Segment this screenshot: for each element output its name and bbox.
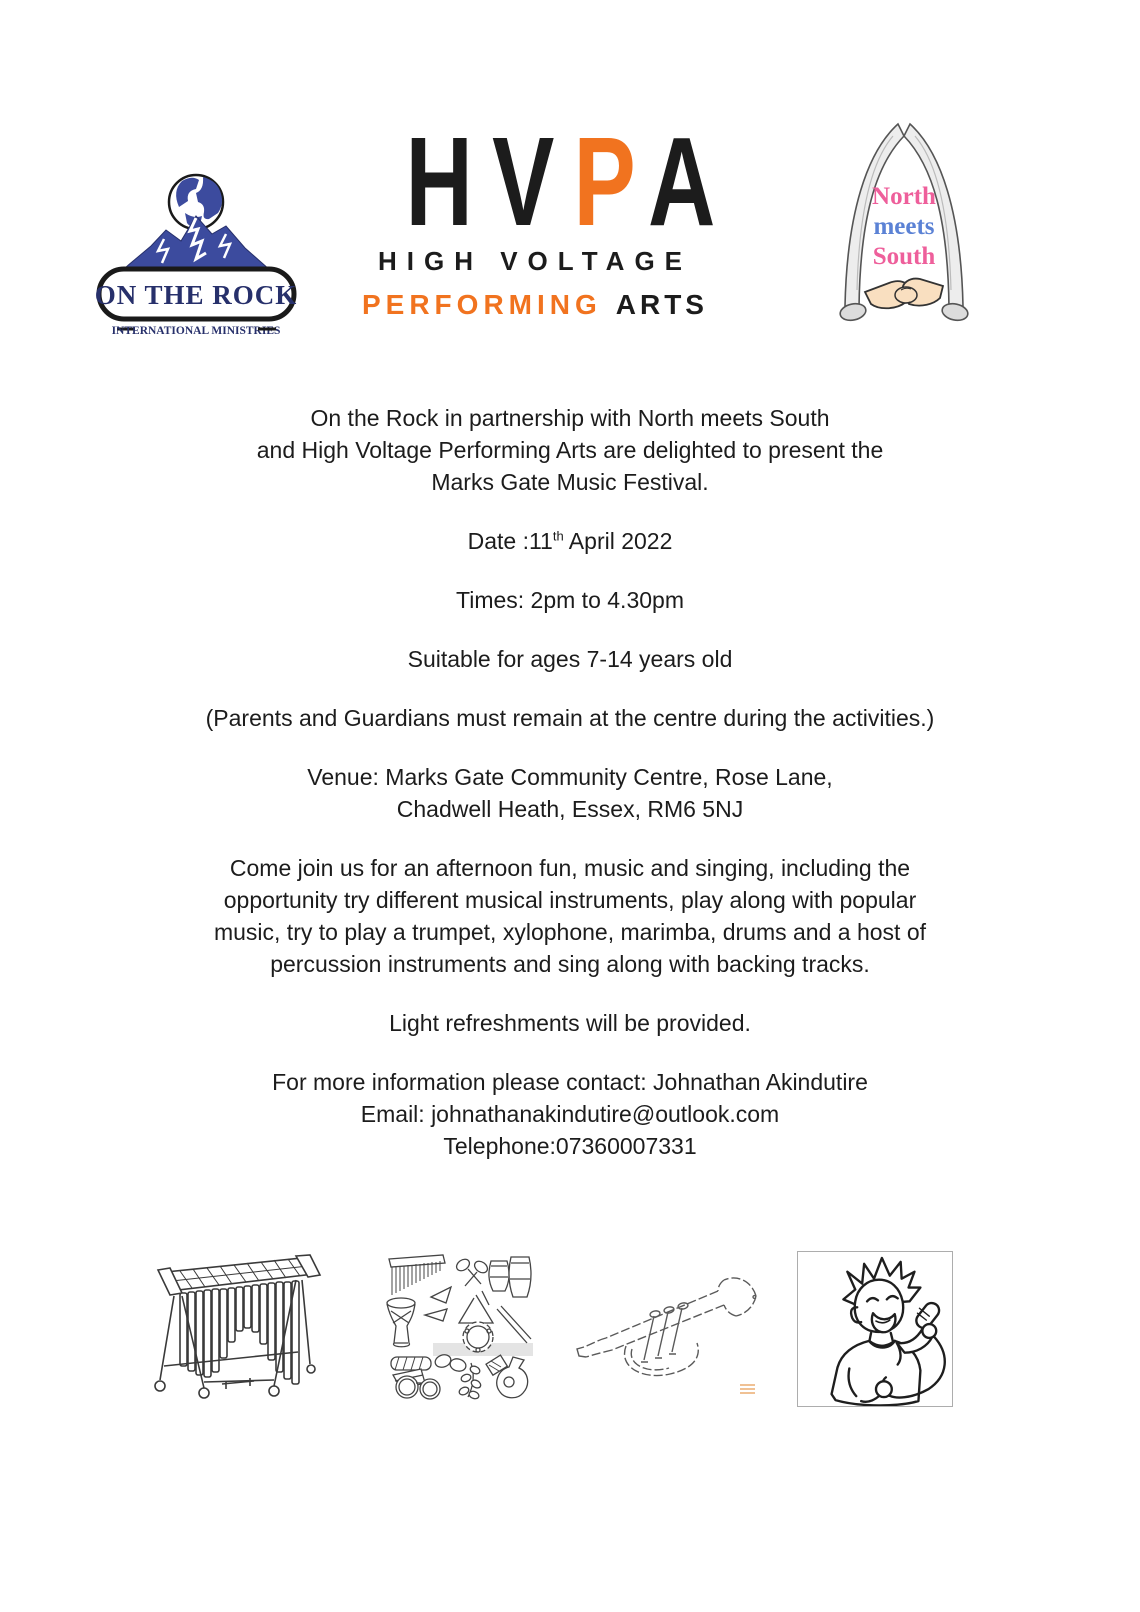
on-the-rock-subtitle: INTERNATIONAL MINISTRIES xyxy=(111,325,281,337)
date-ordinal: th xyxy=(552,528,564,544)
event-date xyxy=(0,525,1140,557)
on-the-rock-logo xyxy=(93,168,300,340)
age-suitability: Suitable for ages 7-14 years old xyxy=(407,646,733,672)
hvpa-letter: H xyxy=(405,111,493,252)
contact-telephone: Telephone:07360007331 xyxy=(443,1133,697,1159)
description-line: opportunity try different musical instruments, play along with popular xyxy=(223,887,917,913)
trumpet-icon xyxy=(570,1272,760,1397)
hvpa-subtitle-performing-arts xyxy=(360,289,710,321)
trumpet-illustration xyxy=(570,1272,760,1397)
intro-line: On the Rock in partnership with North meets South xyxy=(310,405,830,431)
refreshments-note: Light refreshments will be provided. xyxy=(389,1010,751,1036)
hvpa-letter: P xyxy=(573,111,649,252)
event-times: Times: 2pm to 4.30pm xyxy=(456,587,684,613)
nms-word-north: North xyxy=(872,183,936,210)
boy-singing-icon xyxy=(798,1252,952,1406)
date-prefix: Date :11 xyxy=(467,528,553,554)
venue-line: Chadwell Heath, Essex, RM6 5NJ xyxy=(396,796,744,822)
wishbone-handshake-icon xyxy=(813,118,995,336)
hvpa-performing: PERFORMING xyxy=(361,289,602,320)
vibraphone-illustration xyxy=(152,1248,324,1400)
hvpa-acronym xyxy=(405,111,735,252)
handshake-icon xyxy=(865,279,943,309)
watermark-mark xyxy=(740,1384,755,1395)
description-line: Come join us for an afternoon fun, music and singing, including the xyxy=(229,855,911,881)
parents-note: (Parents and Guardians must remain at the centre during the activities.) xyxy=(205,705,935,731)
intro-line: Marks Gate Music Festival. xyxy=(431,469,709,495)
contact-line: For more information please contact: Johnathan Akindutire xyxy=(272,1069,868,1095)
north-meets-south-logo xyxy=(813,118,995,336)
percussion-kit-icon xyxy=(385,1253,533,1400)
nms-word-meets: meets xyxy=(873,213,935,240)
mountain-globe-icon xyxy=(93,168,300,340)
flyer-body xyxy=(0,402,1140,1189)
on-the-rock-title: ON THE ROCK xyxy=(94,280,298,310)
hvpa-logo xyxy=(360,111,735,321)
hvpa-letter: V xyxy=(492,111,574,252)
hvpa-arts: ARTS xyxy=(615,289,708,320)
nms-word-south: South xyxy=(872,243,936,270)
hvpa-letter: A xyxy=(648,111,735,252)
percussion-set-illustration xyxy=(385,1253,533,1400)
date-suffix: April 2022 xyxy=(563,528,673,554)
vibraphone-icon xyxy=(152,1248,324,1400)
singer-illustration xyxy=(797,1251,953,1407)
contact-email: Email: johnathanakindutire@outlook.com xyxy=(360,1101,780,1127)
intro-line: and High Voltage Performing Arts are delighted to present the xyxy=(256,437,884,463)
description-line: percussion instruments and sing along with backing tracks. xyxy=(270,951,870,977)
description-line: music, try to play a trumpet, xylophone, marimba, drums and a host of xyxy=(213,919,927,945)
venue-line: Venue: Marks Gate Community Centre, Rose Lane, xyxy=(307,764,833,790)
hvpa-subtitle-high-voltage: HIGH VOLTAGE xyxy=(377,246,693,276)
